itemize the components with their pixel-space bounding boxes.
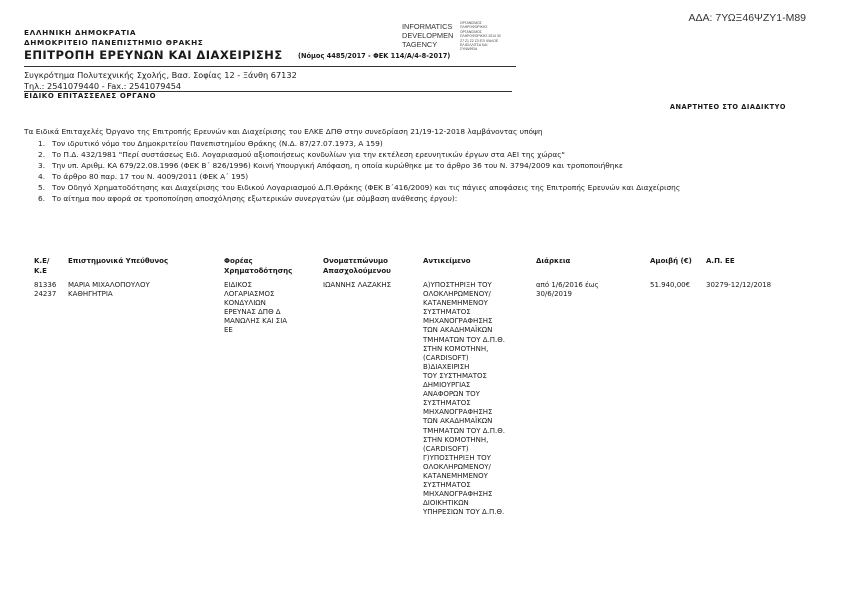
cell-name: ΙΩΑΝΝΗΣ ΛΑΖΑΚΗΣ [323,281,392,289]
header-address: Συγκρότημα Πολυτεχνικής Σχολής, Βασ. Σοφίας 12 - Ξάνθη 67132 [24,70,297,80]
cell-ke: 81336 24237 [34,281,57,299]
publish-online-notice: ΑΝΑΡΤΗΤΕΟ ΣΤΟ ΔΙΑΔΙΚΤΥΟ [669,103,786,111]
header-republic: ΕΛΛΗΝΙΚΗ ΔΗΜΟΚΡΑΤΙΑ [24,28,137,37]
cell-object: Α)ΥΠΟΣΤΗΡΙΞΗ ΤΟΥ ΟΛΟΚΛΗΡΩΜΕΝΟΥ/ ΚΑΤΑΝΕΜΗΜΕΝΟΥ ΣΥΣΤΗΜΑΤΟΣ ΜΗΧΑΝΟΓΡΑΦΗΣΗΣ ΤΩΝ ΑΚΑΔΗΜΑΪΚΩΝ ΤΜΗΜΑΤΩΝ ΤΟΥ Δ.Π.Θ. ΣΤΗΝ ΚΟΜΟΤΗΝΗ, (CARDISOFT) Β)ΔΙΑΧΕΙΡΙΣΗ ΤΟΥ ΣΥΣΤΗΜΑΤΟΣ ΔΗΜΙΟΥΡΓΙΑΣ ΑΝΑΦΟΡΩΝ ΤΟΥ ΣΥΣΤΗΜΑΤΟΣ ΜΗΧΑΝΟΓΡΑΦΗΣΗΣ ΤΩΝ ΑΚΑΔΗΜΑΪΚΩΝ ΤΜΗΜΑΤΩΝ ΤΟΥ Δ.Π.Θ. ΣΤΗΝ ΚΟΜΟΤΗΝΗ, (CARDISOFT) Γ)ΥΠΟΣΤΗΡΙΞΗ ΤΟΥ ΟΛΟΚΛΗΡΩΜΕΝΟΥ/ ΚΑΤΑΝΕΜΗΜΕΝΟΥ ΣΥΣΤΗΜΑΤΟΣ ΜΗΧΑΝΟΓΡΑΦΗΣΗΣ ΔΙΟΙΚΗΤΙΚΩΝ ΥΠΗΡΕΣΙΩΝ ΤΟΥ Δ.Π.Θ. [423,281,506,517]
header-phone: Τηλ.: 2541079440 - Fax.: 2541079454 [24,81,182,91]
agency-logo-smallprint: ΟΡΓΑΝΙΣΜΟΣ ΠΛΗΡΟΦΟΡΙΚΗΣ ΟΡΓΑΝΙΣΜΟΣ ΠΛΗΡΟΦΟΡΙΚΗΣ 2014 30 Ζ7 Ζ1 Ζ2 Ζ3 ΕΞΙ ΨΑΛΟΕ ΕΛ 8ΣΛΛΙΤΣΑ ΚΑΙ ΣΥΝΑΦΕΙΑ [460,21,501,52]
header-special-body: ΕΙΔΙΚΟ ΕΠΙΤΑΣΣΕΛΕΣ ΟΡΓΑΝΟ [24,92,157,100]
col-header-name: Ονοματεπώνυμο Απασχολούμενου [323,257,391,275]
cell-funder: ΕΙΔΙΚΟΣ ΛΟΓΑΡΙΑΣΜΟΣ ΚΟΝΔΥΛΙΩΝ ΕΡΕΥΝΑΣ ΔΠΘ Δ ΜΑΝΩΛΗΣ ΚΑΙ ΣΙΑ ΕΕ [224,281,288,335]
header-law: (Νόμος 4485/2017 - ΦΕΚ 114/Α/4-8-2017) [298,52,451,60]
cell-duration: από 1/6/2016 έως 30/6/2019 [536,281,599,299]
cell-responsible: ΜΑΡΙΑ ΜΙΧΑΛΟΠΟΥΛΟΥ ΚΑΘΗΓΗΤΡΙΑ [68,281,150,299]
header-divider [24,66,516,67]
consideration-item: 3. Την υπ. Αριθμ. ΚΑ 679/22.08.1996 (ΦΕΚ Β΄ 826/1996) Κοινή Υπουργική Απόφαση, η οποία κυρώθηκε με το άρθρο 36 του Ν. 3794/2009 και τροποποιήθηκε [38,161,623,170]
consideration-item: 4. Το άρθρο 80 παρ. 17 του Ν. 4009/2011 (ΦΕΚ Α΄ 195) [38,172,249,181]
col-header-decision: Α.Π. ΕΕ [706,257,735,265]
col-header-duration: Διάρκεια [536,257,571,265]
header-committee: ΕΠΙΤΡΟΠΗ ΕΡΕΥΝΩΝ ΚΑΙ ΔΙΑΧΕΙΡΙΣΗΣ [24,48,283,62]
consideration-item: 1. Τον ιδρυτικό νόμο του Δημοκριτείου Πανεπιστημίου Θράκης (Ν.Δ. 87/27.07.1973, Α 159) [38,139,383,148]
consideration-item: 5. Τον Οδηγό Χρηματοδότησης και Διαχείρισης του Ειδικού Λογαριασμού Δ.Π.Θράκης (ΦΕΚ Β΄416/2009) και τις πάγιες αποφάσεις της Επιτροπής Ερευνών και Διαχείρισης [38,183,681,192]
col-header-funder: Φορέας Χρηματοδότησης [224,257,293,275]
intro-text: Τα Ειδικά Επιταχελές Όργανο της Επιτροπής Ερευνών και Διαχείρισης του ΕΛΚΕ ΔΠΘ στην συνεδρίαση 21/19-12-2018 λαμβάνοντας υπόψη [24,127,543,136]
col-header-amount: Αμοιβή (€) [650,257,692,265]
considerations-list [40,138,812,204]
col-header-ke: Κ.Ε/ Κ.Ε [34,257,50,275]
agency-logo-text: INFORMATICS DEVELOPMEN TAGENCY [402,22,454,49]
consideration-item: 6. Το αίτημα που αφορά σε τροποποίηση αποσχόλησης εξωτερικών συνεργατών (με σύμβαση ανάθεσης έργου): [38,194,458,203]
consideration-item: 2. Το Π.Δ. 432/1981 "Περί συστάσεως Ειδ. Λογαριασμού αξιοποιήσεως κονδυλίων για την εκτέλεση ερευνητικών έργων στα ΑΕΙ της χώρας" [38,150,565,159]
header-university: ΔΗΜΟΚΡΙΤΕΙΟ ΠΑΝΕΠΙΣΤΗΜΙΟ ΘΡΑΚΗΣ [24,38,204,47]
col-header-object: Αντικείμενο [423,257,471,265]
cell-amount: 51.940,00€ [650,281,691,289]
ada-code: ΑΔΑ: 7ΥΩΞ46ΨΖΥ1-Μ89 [688,12,806,24]
col-header-responsible: Επιστημονικά Υπεύθυνος [68,257,169,265]
cell-decision: 30279-12/12/2018 [706,281,772,289]
